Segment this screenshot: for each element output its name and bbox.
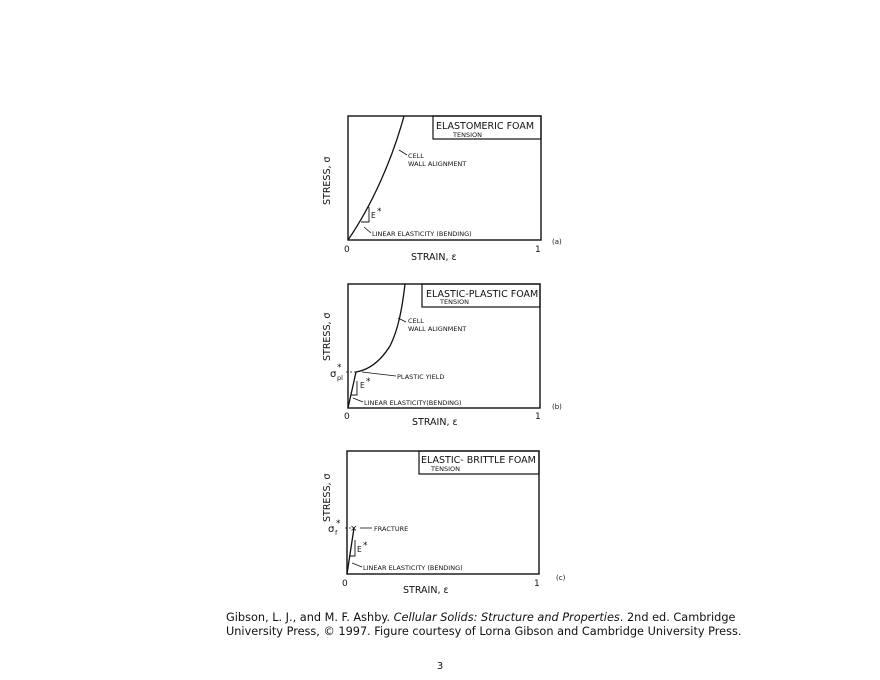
- stress-strain-line: [347, 528, 354, 574]
- annotation-cell: CELL: [408, 317, 424, 325]
- annotation-linear-elasticity: LINEAR ELASTICITY(BENDING): [364, 399, 462, 407]
- annotation-cell: CELL: [408, 152, 424, 160]
- annotation-wall-alignment: WALL ALIGNMENT: [408, 325, 467, 333]
- y-axis-label: STRESS, σ: [322, 312, 333, 361]
- x-tick-1: 1: [535, 245, 541, 255]
- y-axis-label: STRESS, σ: [322, 156, 333, 205]
- x-axis-label: STRAIN, ε: [411, 252, 457, 263]
- panel-title: ELASTIC-PLASTIC FOAM: [426, 289, 539, 300]
- modulus-star: *: [366, 377, 371, 387]
- panel-title: ELASTIC- BRITTLE FOAM: [421, 455, 536, 466]
- x-tick-1: 1: [534, 579, 540, 589]
- plot-frame: [348, 116, 541, 240]
- annotation-linear-elasticity: LINEAR ELASTICITY (BENDING): [363, 564, 463, 572]
- modulus-label: E: [357, 545, 362, 554]
- annotation-wall-alignment: WALL ALIGNMENT: [408, 160, 467, 168]
- page-number: 3: [436, 661, 444, 672]
- panel-subtitle: TENSION: [440, 298, 469, 306]
- panel-label: (c): [556, 574, 566, 582]
- x-axis-label: STRAIN, ε: [412, 417, 458, 428]
- modulus-star: *: [377, 207, 382, 217]
- x-axis-label: STRAIN, ε: [403, 585, 449, 596]
- panel-a: [322, 116, 562, 263]
- annotation-plastic-yield: PLASTIC YIELD: [397, 373, 445, 381]
- caption-book-title: Cellular Solids: Structure and Properties: [393, 611, 620, 624]
- panel-subtitle: TENSION: [431, 465, 460, 473]
- leader-line: [362, 372, 396, 376]
- modulus-star: *: [363, 541, 368, 551]
- x-tick-1: 1: [535, 412, 541, 422]
- modulus-triangle: [361, 207, 369, 222]
- leader-line: [399, 150, 407, 155]
- leader-line: [353, 398, 363, 402]
- panel-label: (a): [552, 238, 562, 246]
- figure-caption: [226, 611, 746, 639]
- y-marker-star: *: [337, 363, 342, 373]
- panel-subtitle: TENSION: [453, 131, 482, 139]
- modulus-label: E: [371, 211, 376, 220]
- caption-rest: . 2nd ed. Cambridge University Press, © 1997. Figure courtesy of Lorna Gibson and Cambridge University Press.: [226, 611, 742, 638]
- x-tick-0: 0: [344, 245, 350, 255]
- fracture-marker: ×: [350, 524, 358, 534]
- panel-c: [322, 451, 566, 596]
- y-marker-sigma: σ: [330, 369, 337, 380]
- panel-title: ELASTOMERIC FOAM: [436, 121, 535, 132]
- y-marker-subscript: f: [335, 529, 338, 537]
- leader-line: [364, 227, 371, 233]
- caption-authors: Gibson, L. J., and M. F. Ashby.: [226, 611, 394, 624]
- x-tick-0: 0: [342, 579, 348, 589]
- annotation-fracture: FRACTURE: [374, 525, 409, 533]
- y-marker-sigma: σ: [328, 524, 335, 535]
- leader-line: [352, 563, 362, 567]
- x-tick-0: 0: [344, 412, 350, 422]
- panel-b: [322, 284, 562, 428]
- annotation-linear-elasticity: LINEAR ELASTICITY (BENDING): [372, 230, 472, 238]
- y-marker-star: *: [336, 519, 341, 529]
- y-marker-subscript: pl: [337, 374, 343, 382]
- panel-label: (b): [552, 403, 562, 411]
- stress-strain-curve: [348, 116, 404, 240]
- modulus-label: E: [360, 381, 365, 390]
- y-axis-label: STRESS, σ: [322, 473, 333, 522]
